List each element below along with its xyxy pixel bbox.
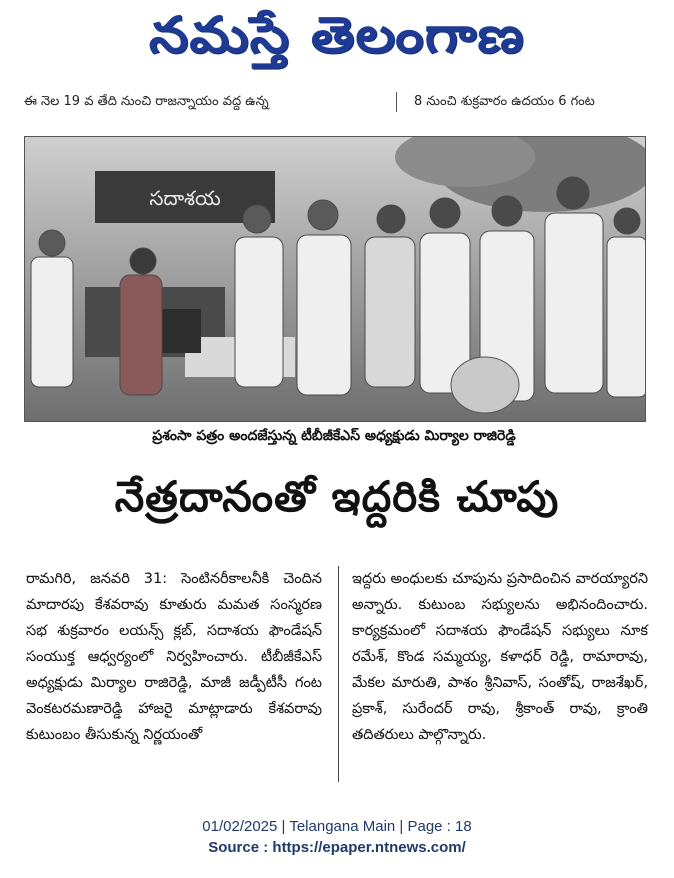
newspaper-logo: నమస్తే తెలంగాణ (149, 6, 525, 64)
photo-caption: ప్రశంసా పత్రం అందజేస్తున్న టీబీజీకేఎస్ అధ్యక్షుడు మిర్యాల రాజిరెడ్డి (152, 428, 516, 444)
photo-illustration (25, 137, 645, 421)
article-headline: నేత్రదానంతో ఇద్దరికి చూపు (114, 472, 560, 521)
previous-article-strip (24, 92, 650, 112)
news-photo (24, 136, 646, 422)
source-link[interactable]: Source : https://epaper.ntnews.com/ (208, 839, 466, 856)
edition-info: 01/02/2025 | Telangana Main | Page : 18 (202, 818, 472, 835)
article-column-right: ఇద్దరు అంధులకు చూపును ప్రసాదించిన వారయ్యారని అన్నారు. కుటుంబ సభ్యులను అభినందించారు. కార్యక్రమంలో సదాశయ ఫౌండేషన్ సభ్యులు నూక రమేశ్, కొండ సమ్మయ్య, కళాధర్ రెడ్డి, రామారావు, మేకల మారుతి, పాశం శ్రీనివాస్, సంతోష్, రాజశేఖర్, ప్రకాశ్, సురేందర్ రావు, శ్రీకాంత్ రావు, క్రాంతి తదితరులు పాల్గొన్నారు. (352, 571, 648, 743)
strip-text-left: ఈ నెల 19 వ తేది నుంచి రాజన్నాయం వద్ద ఉన్న (24, 94, 269, 109)
page-footer (0, 818, 674, 856)
strip-text-right: 8 నుంచి శుక్రవారం ఉదయం 6 గంట (414, 94, 595, 109)
banner-text: సదాశయ (149, 186, 221, 210)
article-column-left: రామగిరి, జనవరి 31: సెంటినరీకాలనీకి చెందిన మాదారపు కేశవరావు కూతురు మమత సంస్మరణ సభ శుక్రవారం లయన్స్ క్లబ్, సదాశయ ఫౌండేషన్ సంయుక్త ఆధ్వర్యంలో నిర్వహించారు. టీబీజీకేఎస్ అధ్యక్షుడు మిర్యాల రాజిరెడ్డి, మాజీ జడ్పీటీసీ గంట వెంకటరమణారెడ్డి హాజరై మాట్లాడారు కేశవరావు కుటుంబం తీసుకున్న నిర్ణయంతో (26, 571, 322, 743)
masthead (0, 0, 674, 84)
column-divider (396, 92, 397, 112)
column-rule (338, 566, 339, 782)
